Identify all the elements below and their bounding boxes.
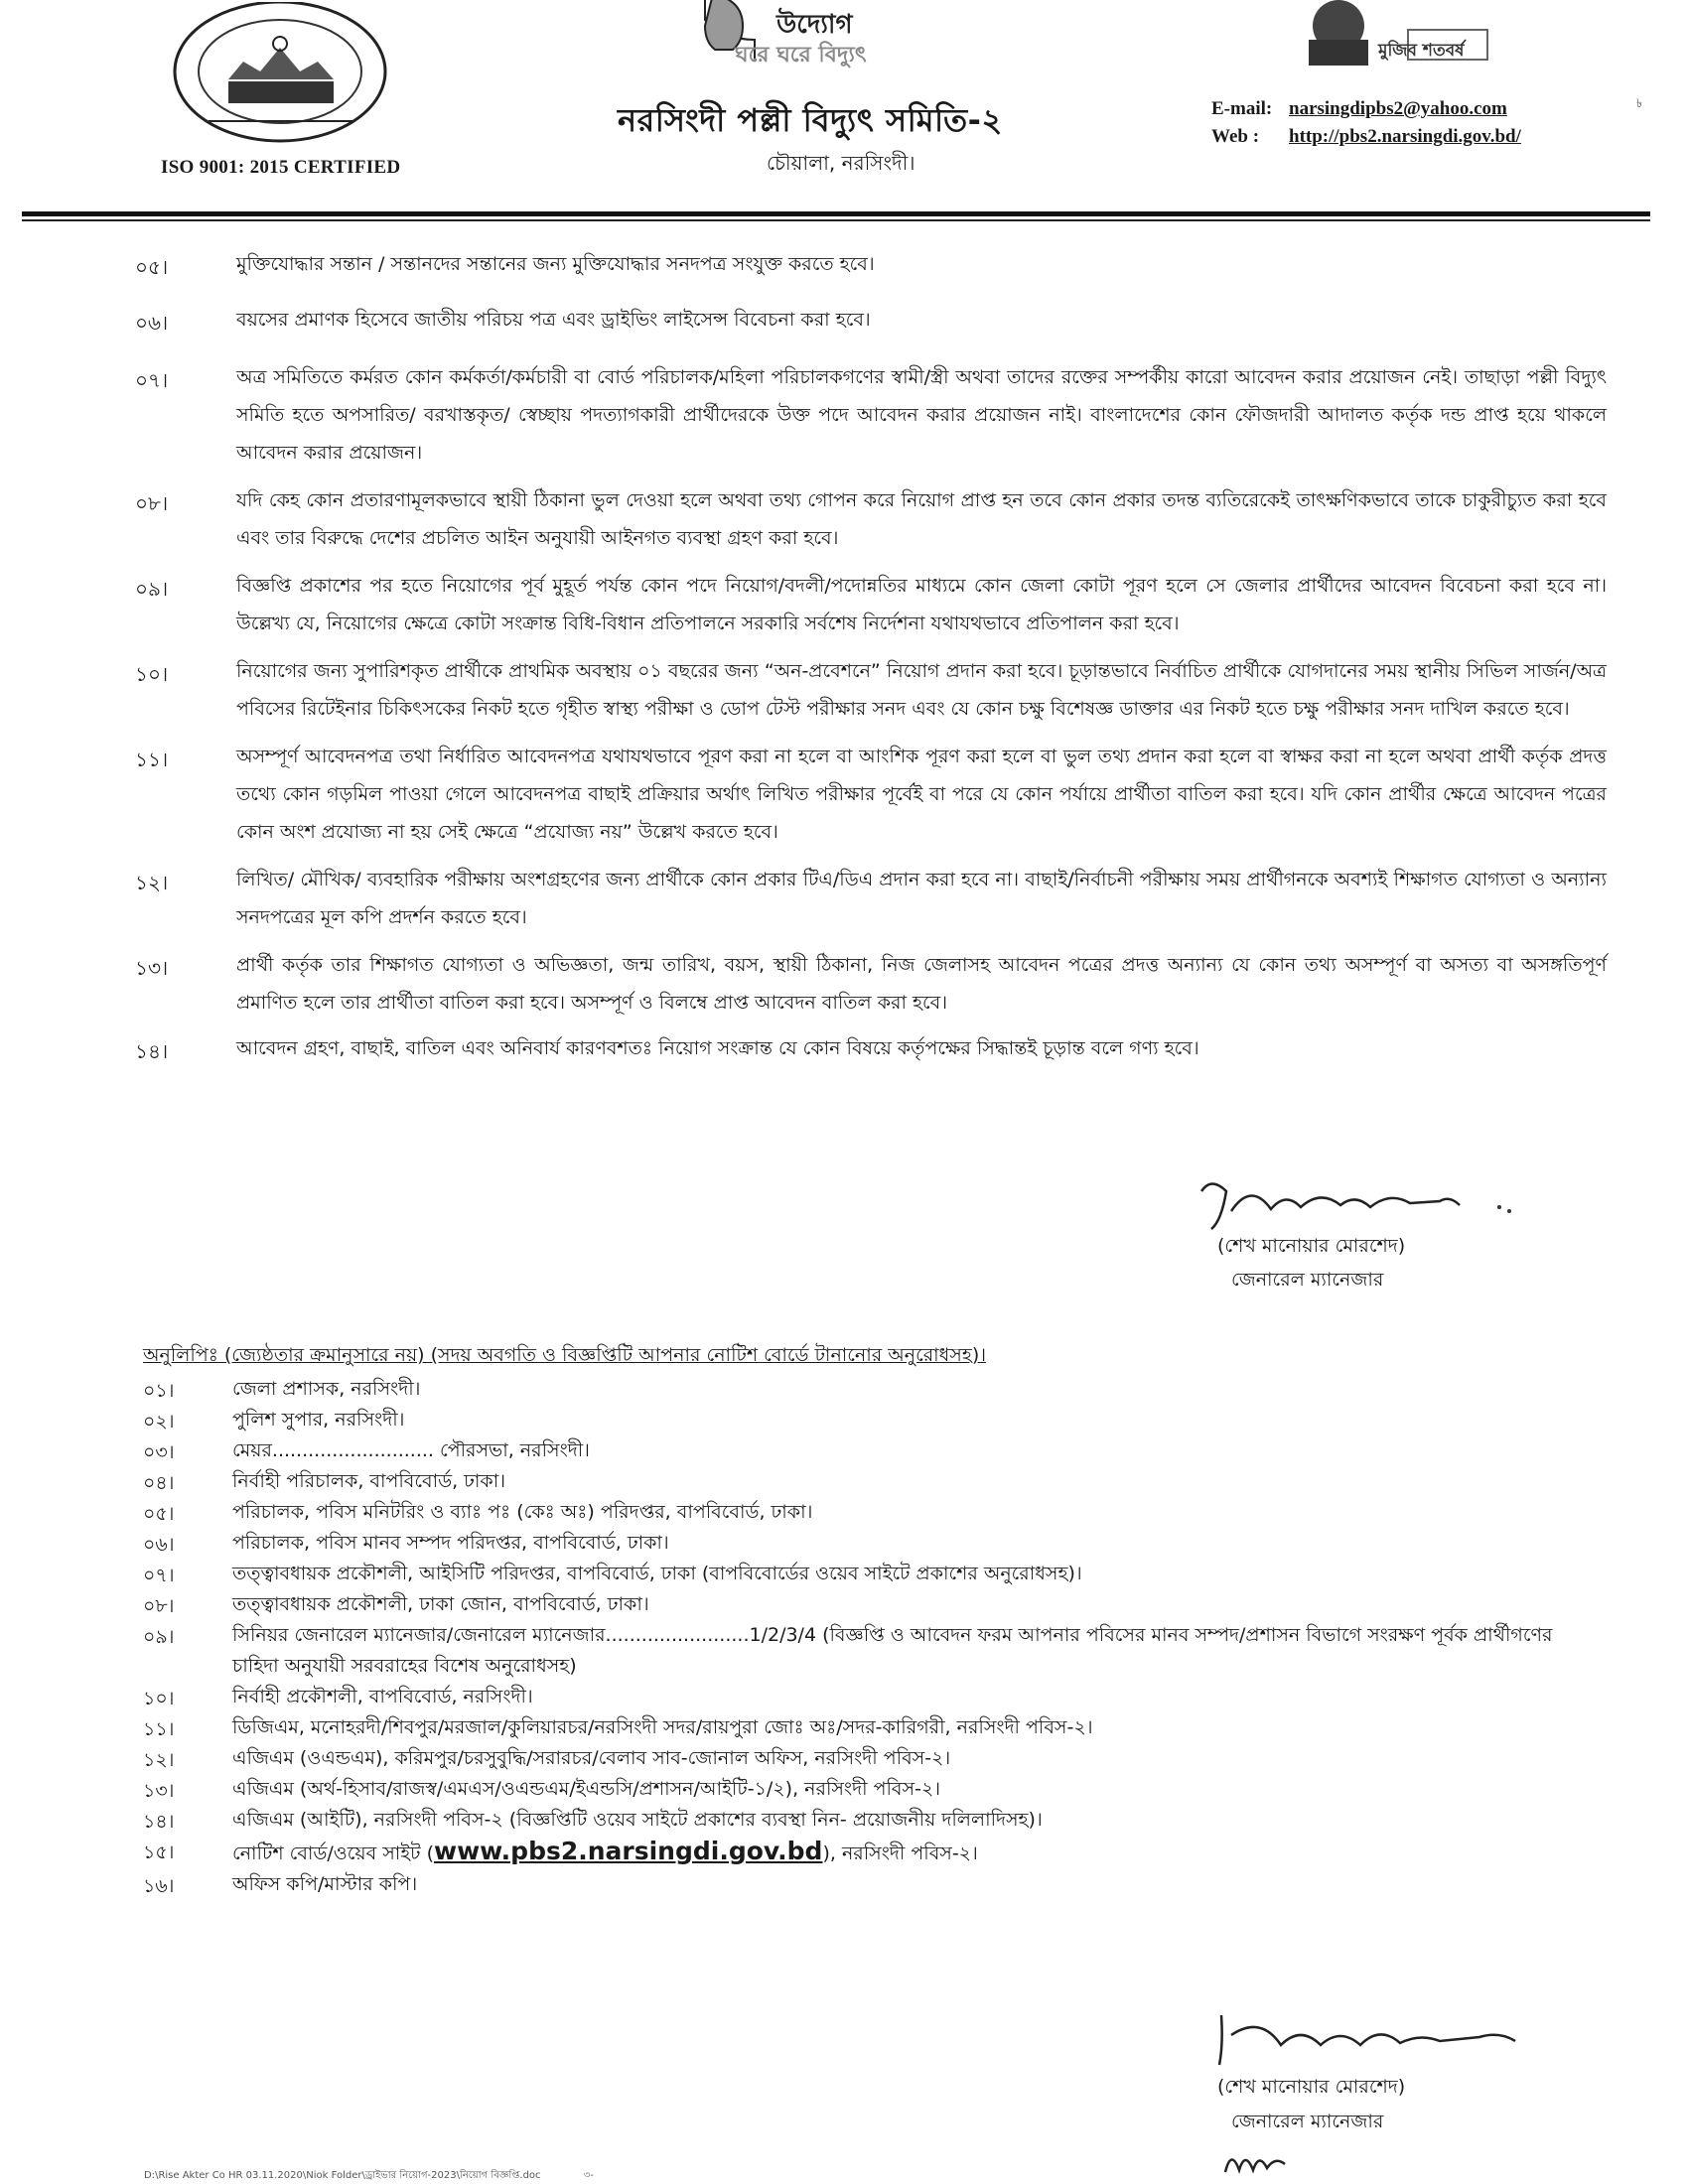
copy-text: পরিচালক, পবিস মনিটরিং ও ব্যাঃ পঃ (কেঃ অঃ) পরিদপ্তর, বাপবিবোর্ড, ঢাকা। xyxy=(232,1501,813,1523)
email-row xyxy=(1211,95,1521,123)
term-text: প্রার্থী কর্তৃক তার শিক্ষাগত যোগ্যতা ও অভিজ্ঞতা, জন্ম তারিখ, বয়স, স্থায়ী ঠিকানা, নিজ জেলাসহ আবেদন পত্রের প্রদত্ত অন্যান্য যে কোন তথ্য অসম্পূর্ণ বা অসত্য বা অসঙ্গতিপূর্ণ প্রমাণিত হলে তার প্রার্থীতা বাতিল করা হবে। অসম্পূর্ণ ও বিলম্বে প্রাপ্ত আবেদন বাতিল করা হবে। xyxy=(236,954,1607,1014)
copy-text: এজিএম (অর্থ-হিসাব/রাজস্ব/এমএস/ওএন্ডএম/ইএন্ডসি/প্রশাসন/আইটি-১/২), নরসিংদী পবিস-২। xyxy=(232,1778,941,1800)
term-number: ০৫। xyxy=(135,255,169,279)
copy-number: ০৯। xyxy=(143,1626,175,1648)
term-text: লিখিত/ মৌখিক/ ব্যবহারিক পরীক্ষায় অংশগ্রহণের জন্য প্রার্থীকে কোন প্রকার টিএ/ডিএ প্রদান করা হবে না। বাছাই/নির্বাচনী পরীক্ষায় সময় প্রার্থীগনকে অবশ্যই শিক্ষাগত যোগ্যতা ও অন্যান্য সনদপত্রের মূল কপি প্রদর্শন করতে হবে। xyxy=(236,869,1607,928)
term-number: ০৯। xyxy=(135,577,169,601)
contact-block xyxy=(1211,95,1521,151)
term-text: অত্র সমিতিতে কর্মরত কোন কর্মকর্তা/কর্মচারী বা বোর্ড পরিচালক/মহিলা পরিচালকগণের স্বামী/স্ত্রী অথবা তাদের রক্তের সম্পর্কীয় কারো আবেদন করার প্রয়োজন নেই। তাছাড়া পল্লী বিদ্যুৎ সমিতি হতে অপসারিত/ বরখাস্তকৃত/ স্বেচ্ছায় পদত্যাগকারী প্রার্থীদেরকে উক্ত পদে আবেদন করার প্রয়োজন নাই। বাংলাদেশের কোন ফৌজদারী আদালত কর্তৃক দন্ড প্রাপ্ত হয়ে থাকলে আবেদন করার প্রয়োজন। xyxy=(236,366,1607,464)
copy-text: এজিএম (ওএন্ডএম), করিমপুর/চরসুবুদ্ধি/সরারচর/বেলাব সাব-জোনাল অফিস, নরসিংদী পবিস-২। xyxy=(232,1747,951,1769)
copy-item xyxy=(0,1743,1688,1774)
term-item xyxy=(0,245,1688,283)
signatory-title: জেনারেল ম্যানেজার xyxy=(1231,2111,1384,2132)
copy-text: জেলা প্রশাসক, নরসিংদী। xyxy=(232,1378,421,1400)
copy-text-pre: নোটিশ বোর্ড/ওয়েব সাইট ( xyxy=(232,1843,434,1864)
copy-number: ১১। xyxy=(143,1718,175,1740)
copy-number: ০১। xyxy=(143,1380,175,1402)
logo-title: উদ্যোগ xyxy=(776,10,853,40)
copy-item xyxy=(0,1712,1688,1743)
copy-item xyxy=(0,1466,1688,1497)
signature-image xyxy=(1182,1171,1539,1241)
term-number: ০৬। xyxy=(135,311,169,335)
copy-item xyxy=(0,1682,1688,1712)
term-number: ১২। xyxy=(135,871,169,894)
copy-number: ১৩। xyxy=(143,1780,175,1802)
copy-item xyxy=(0,1405,1688,1435)
copy-text: মেয়র........................... পৌরসভা, নরসিংদী। xyxy=(232,1439,590,1461)
term-number: ১১। xyxy=(135,748,169,771)
copy-item xyxy=(0,1589,1688,1620)
iso-certification-label: ISO 9001: 2015 CERTIFIED xyxy=(161,157,401,178)
term-text: মুক্তিযোদ্ধার সন্তান / সন্তানদের সন্তানের জন্য মুক্তিযোদ্ধার সনদপত্র সংযুক্ত করতে হবে। xyxy=(236,253,875,275)
organization-location: চৌয়ালা, নরসিংদী। xyxy=(767,151,915,175)
copies-list xyxy=(0,1374,1688,1900)
copy-text: পুলিশ সুপার, নরসিংদী। xyxy=(232,1409,405,1431)
header-divider-thin xyxy=(22,219,1650,221)
website-link[interactable]: http://pbs2.narsingdi.gov.bd/ xyxy=(1289,126,1521,147)
header-divider xyxy=(22,211,1650,216)
copy-number: ০৫। xyxy=(143,1503,175,1525)
copy-item xyxy=(0,1869,1688,1900)
term-item xyxy=(0,567,1688,642)
signatory-name: (শেখ মানোয়ার মোরশেদ) xyxy=(1217,2076,1406,2098)
copy-text xyxy=(232,1836,1583,1869)
terms-list xyxy=(0,245,1688,1067)
web-label: Web : xyxy=(1211,126,1260,147)
term-item xyxy=(0,481,1688,557)
signatory-name: (শেখ মানোয়ার মোরশেদ) xyxy=(1217,1235,1406,1257)
web-row xyxy=(1211,123,1521,151)
term-item xyxy=(0,946,1688,1022)
corner-mark: ৳ xyxy=(1636,96,1642,110)
file-path-footer xyxy=(144,2168,594,2184)
term-number: ১৩। xyxy=(135,956,169,980)
copy-text: নির্বাহী পরিচালক, বাপবিবোর্ড, ঢাকা। xyxy=(232,1470,506,1492)
term-item xyxy=(0,358,1688,472)
copy-item xyxy=(0,1620,1688,1682)
copy-text: তত্ত্বাবধায়ক প্রকৌশলী, ঢাকা জোন, বাপবিবোর্ড, ঢাকা। xyxy=(232,1593,649,1615)
copy-number: ০৭। xyxy=(143,1565,175,1586)
copy-item xyxy=(0,1836,1688,1869)
term-item xyxy=(0,738,1688,851)
copy-text: সিনিয়র জেনারেল ম্যানেজার/জেনারেল ম্যানেজার........................1/2/3/4 (বিজ্ঞপ্তি ও আবেদন ফরম আপনার পবিসের মানব সম্পদ/প্রশাসন বিভাগে সংরক্ষণ পূর্বক প্রার্থীগণের চাহিদা অনুযায়ী সরবরাহের বিশেষ অনুরোধসহ) xyxy=(232,1624,1553,1677)
copy-number: ০২। xyxy=(143,1411,175,1433)
page-mark: ৩- xyxy=(583,2170,594,2181)
term-item xyxy=(0,301,1688,339)
email-label: E-mail: xyxy=(1211,98,1273,119)
copy-text: এজিএম (আইটি), নরসিংদী পবিস-২ (বিজ্ঞপ্তিটি ওয়েব সাইটে প্রকাশের ব্যবস্থা নিন- প্রয়োজনীয় দলিলাদিসহ)। xyxy=(232,1809,1043,1831)
copy-number: ১০। xyxy=(143,1688,175,1709)
copy-item xyxy=(0,1374,1688,1405)
copy-item xyxy=(0,1435,1688,1466)
term-number: ১৪। xyxy=(135,1039,169,1063)
term-text: আবেদন গ্রহণ, বাছাই, বাতিল এবং অনিবার্য কারণবশতঃ নিয়োগ সংক্রান্ত যে কোন বিষয়ে কর্তৃপক্ষের সিদ্ধান্তই চূড়ান্ত বলে গণ্য হবে। xyxy=(236,1037,1199,1059)
copy-number: ১৪। xyxy=(143,1811,175,1833)
copy-text: তত্ত্বাবধায়ক প্রকৌশলী, আইসিটি পরিদপ্তর, বাপবিবোর্ড, ঢাকা (বাপবিবোর্ডের ওয়েব সাইটে প্রকাশের অনুরোধসহ)। xyxy=(232,1563,1082,1584)
term-text: বয়সের প্রমাণক হিসেবে জাতীয় পরিচয় পত্র এবং ড্রাইভিং লাইসেন্স বিবেচনা করা হবে। xyxy=(236,309,871,331)
organization-name: নরসিংদী পল্লী বিদ্যুৎ সমিতি-২ xyxy=(618,101,1003,139)
email-link[interactable]: narsingdipbs2@yahoo.com xyxy=(1289,98,1507,119)
copy-text-post: ), নরসিংদী পবিস-২। xyxy=(822,1843,978,1864)
term-number: ০৮। xyxy=(135,491,169,515)
copy-text: অফিস কপি/মাস্টার কপি। xyxy=(232,1873,418,1895)
copies-heading: অনুলিপিঃ (জ্যেষ্ঠতার ক্রমানুসারে নয়) (সদয় অবগতি ও বিজ্ঞপ্তিটি আপনার নোটিশ বোর্ডে টানানোর অনুরোধসহ)। xyxy=(143,1344,987,1366)
term-text: নিয়োগের জন্য সুপারিশকৃত প্রার্থীকে প্রাথমিক অবস্থায় ০১ বছরের জন্য “অন-প্রবেশনে” নিয়োগ প্রদান করা হবে। চূড়ান্তভাবে নির্বাচিত প্রার্থীকে যোগদানের সময় স্থানীয় সিভিল সার্জন/অত্র পবিসের রিটেইনার চিকিৎসকের নিকট হতে গৃহীত স্বাস্থ্য পরীক্ষা ও ডোপ টেস্ট পরীক্ষার সনদ এবং যে কোন চক্ষু বিশেষজ্ঞ ডাক্তার এর নিকট হতে চক্ষু পরীক্ষার সনদ দাখিল করতে হবে। xyxy=(236,660,1607,720)
term-item xyxy=(0,652,1688,728)
term-text: বিজ্ঞপ্তি প্রকাশের পর হতে নিয়োগের পূর্ব মুহূর্ত পর্যন্ত কোন পদে নিয়োগ/বদলী/পদোন্নতির মাধ্যমে কোন জেলা কোটা পূরণ হলে সে জেলার প্রার্থীদের আবেদন বিবেচনা করা হবে না। উল্লেখ্য যে, নিয়োগের ক্ষেত্রে কোটা সংক্রান্ত বিধি-বিধান প্রতিপালনে সরকারি সর্বশেষ নির্দেশনা যথাযথভাবে প্রতিপালন করা হবে। xyxy=(236,575,1607,634)
copy-item xyxy=(0,1774,1688,1805)
signature-image xyxy=(1201,2005,1529,2075)
copy-number: ০৮। xyxy=(143,1595,175,1617)
term-text: যদি কেহ কোন প্রতারণামূলকভাবে স্থায়ী ঠিকানা ভুল দেওয়া হলে অথবা তথ্য গোপন করে নিয়োগ প্রাপ্ত হন তবে কোন প্রকার তদন্ত ব্যতিরেকেই তাৎক্ষণিকভাবে তাকে চাকুরীচ্যুত করা হবে এবং তার বিরুদ্ধে দেশের প্রচলিত আইন অনুযায়ী আইনগত ব্যবস্থা গ্রহণ করা হবে। xyxy=(236,489,1607,549)
initials-image xyxy=(1221,2142,1291,2180)
term-number: ১০। xyxy=(135,662,169,686)
copy-number: ১৫। xyxy=(143,1842,175,1863)
website-link[interactable]: www.pbs2.narsingdi.gov.bd xyxy=(433,1837,823,1865)
term-number: ০৭। xyxy=(135,368,169,392)
copy-number: ০৩। xyxy=(143,1441,175,1463)
copy-item xyxy=(0,1528,1688,1559)
copy-number: ১২। xyxy=(143,1749,175,1771)
copy-text: ডিজিএম, মনোহরদী/শিবপুর/মরজাল/কুলিয়ারচর/নরসিংদী সদর/রায়পুরা জোঃ অঃ/সদর-কারিগরী, নরসিংদী পবিস-২। xyxy=(232,1716,1093,1738)
copy-text: নির্বাহী প্রকৌশলী, বাপবিবোর্ড, নরসিংদী। xyxy=(232,1686,533,1707)
copy-item xyxy=(0,1497,1688,1528)
copy-text: পরিচালক, পবিস মানব সম্পদ পরিদপ্তর, বাপবিবোর্ড, ঢাকা। xyxy=(232,1532,669,1554)
logo-slogan: ঘরে ঘরে বিদ্যুৎ xyxy=(735,43,867,68)
term-item xyxy=(0,861,1688,936)
copy-item xyxy=(0,1805,1688,1836)
file-path: D:\Rise Akter Co HR 03.11.2020\Niok Folder\ড্রাইভার নিয়োগ-2023\নিয়োগ বিজ্ঞপ্তি.doc xyxy=(144,2170,541,2181)
mujib-logo-text: মুজিব শতবর্ষ xyxy=(1378,41,1465,61)
copy-number: ০৬। xyxy=(143,1534,175,1556)
pbs-seal-logo xyxy=(169,2,392,151)
term-text: অসম্পূর্ণ আবেদনপত্র তথা নির্ধারিত আবেদনপত্র যথাযথভাবে পূরণ করা না হলে বা আংশিক পূরণ করা হলে বা ভুল তথ্য প্রদান করা হলে বা স্বাক্ষর করা না হলে অথবা প্রার্থী কর্তৃক প্রদত্ত তথ্যে কোন গড়মিল পাওয়া গেলে আবেদনপত্র বাছাই প্রক্রিয়ার অর্থাৎ লিখিত পরীক্ষার পূর্বেই বা পরে যে কোন পর্যায়ে প্রার্থীতা বাতিল করা হবে। যদি কোন প্রার্থীর ক্ষেত্রে আবেদন পত্রের কোন অংশ প্রযোজ্য না হয় সেই ক্ষেত্রে “প্রযোজ্য নয়” উল্লেখ করতে হবে। xyxy=(236,746,1607,843)
term-item xyxy=(0,1029,1688,1067)
copy-number: ১৬। xyxy=(143,1875,175,1897)
copy-item xyxy=(0,1559,1688,1589)
signatory-title: জেনারেল ম্যানেজার xyxy=(1231,1269,1384,1291)
copy-number: ০৪। xyxy=(143,1472,175,1494)
